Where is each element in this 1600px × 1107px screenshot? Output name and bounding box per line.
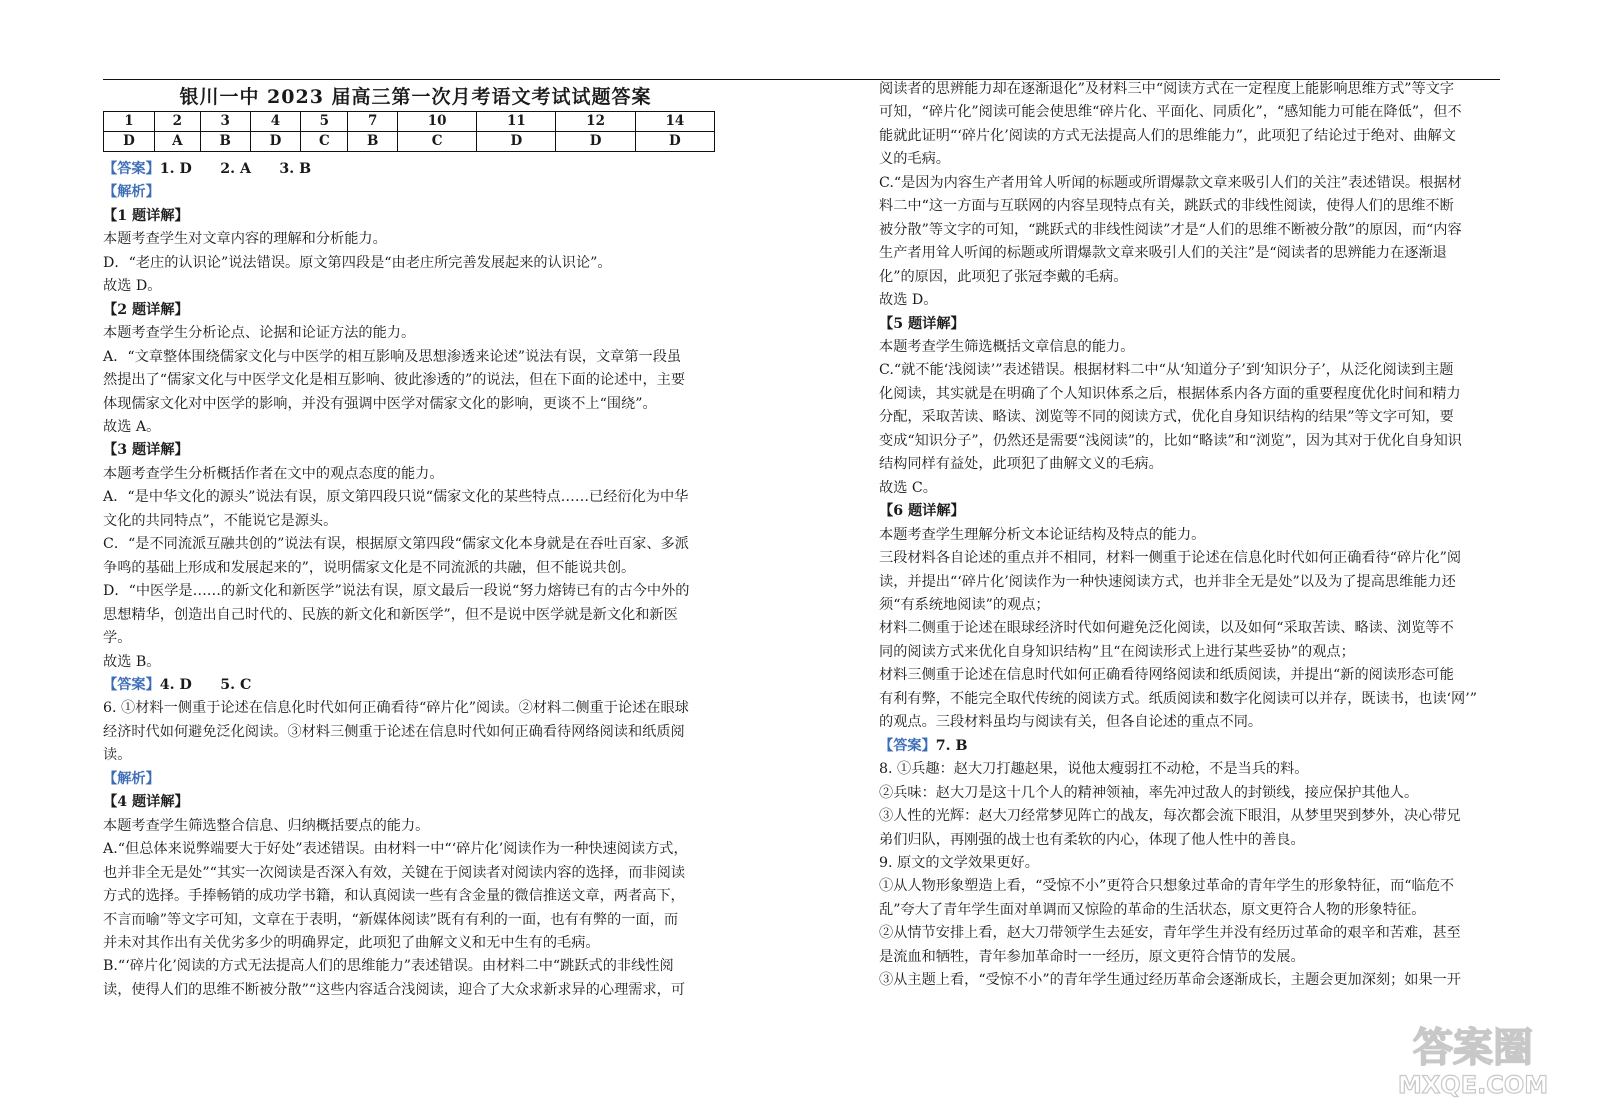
text-line: ③从主题上看，“受惊不小”的青年学生通过经历革命会逐渐成长，主题会更加深刻；如果一开 — [879, 972, 1462, 989]
text-line: B.“‘碎片化’阅读的方式无法提高人们的思维能力”表述错误。由材料二中“跳跃式的非线性阅 — [103, 958, 674, 975]
question-number-cell: 11 — [477, 112, 556, 132]
answer-key-text: 1. D 2. A 3. B — [159, 161, 312, 177]
page-title: 银川一中 2023 届高三第一次月考语文考试试题答案 — [179, 86, 652, 108]
text-line: 读，使得人们的思维不断被分散”“这些内容适合浅阅读，迎合了大众求新求异的心理需求，可 — [103, 981, 686, 998]
question-number-cell: 10 — [398, 112, 477, 132]
answer-cell: D — [556, 132, 635, 152]
text-line: 本题考查学生分析论点、论据和论证方法的能力。 — [103, 325, 416, 342]
text-line: 料二中“这一方面与互联网的内容呈现特点有关，跳跃式的非线性阅读，使得人们的思维不断 — [879, 198, 1454, 215]
question-heading: 【1 题详解】 — [103, 207, 189, 224]
answer-key-line — [103, 768, 728, 791]
text-line: 读，并提出“‘碎片化’阅读作为一种快速阅读方式，也并非全无是处”以及为了提高思维能力还 — [879, 573, 1456, 590]
text-line: 三段材料各自论述的重点并不相同，材料一侧重于论述在信息化时代如何正确看待“碎片化”阅 — [879, 550, 1462, 567]
question-number-cell: 14 — [635, 112, 714, 132]
question-number-cell: 1 — [104, 112, 155, 132]
text-line: 被分散”等文字的可知，“跳跃式的非线性阅读”才是“人们的思维不断被分散”的原因，而“内容 — [879, 221, 1462, 238]
text-line: 阅读者的思辨能力却在逐渐退化”及材料三中“阅读方式在一定程度上能影响思维方式”等文字 — [879, 81, 1455, 97]
watermark-text-url: MXQE.COM — [1398, 1071, 1548, 1099]
text-line: 须“有系统地阅读”的观点； — [879, 596, 1050, 613]
text-line: 故选 D。 — [879, 292, 938, 309]
answer-cell: D — [477, 132, 556, 152]
text-line: 结构同样有益处，此项犯了曲解文义的毛病。 — [879, 456, 1163, 473]
answer-key-label: 【解析】 — [103, 184, 160, 201]
text-line: C.“就不能‘浅阅读’”表述错误。根据材料二中“从‘知道分子’到‘知识分子’，从泛化阅读到主题 — [879, 362, 1454, 379]
text-line: 弟们归队，再刚强的战士也有柔软的内心，体现了他人性中的善良。 — [879, 831, 1305, 848]
answer-key-line — [103, 181, 728, 204]
text-line: 变成“知识分子”，仍然还是需要“浅阅读”的，比如“略读”和“浏览”，因为其对于优化自身知识 — [879, 432, 1462, 449]
text-line: 读。 — [103, 747, 132, 764]
text-line: 本题考查学生筛选概括文章信息的能力。 — [879, 338, 1135, 355]
text-line: 9. 原文的文学效果更好。 — [879, 854, 1039, 871]
text-line: 故选 C。 — [879, 479, 937, 496]
text-line: 可知，“碎片化”阅读可能会使思维“碎片化、平面化、同质化”，“感知能力可能在降低”，但不 — [879, 104, 1462, 121]
right-column — [879, 78, 1501, 993]
watermark-text-main: 答案圈 — [1413, 1025, 1533, 1071]
answer-key-text: 7. B — [935, 737, 968, 754]
answer-table-number-row — [104, 112, 715, 132]
text-line: 争鸣的基础上形成和发展起来的”，说明儒家文化是不同流派的共融，但不能说共创。 — [103, 559, 636, 576]
question-heading: 【4 题详解】 — [103, 794, 189, 811]
answer-cell: B — [348, 132, 398, 152]
answer-cell: B — [200, 132, 250, 152]
text-line: C.“是因为内容生产者用耸人听闻的标题或所谓爆款文章来吸引人们的关注”表述错误。根据材 — [879, 174, 1462, 191]
answer-key-label: 【答案】 — [103, 161, 160, 177]
text-line: 思想精华，创造出自己时代的、民族的新文化和新医学”，但不是说中医学就是新文化和新医 — [103, 606, 678, 623]
answer-cell: D — [250, 132, 301, 152]
left-text-body — [103, 158, 728, 1002]
question-number-cell: 3 — [200, 112, 250, 132]
question-number-cell: 4 — [250, 112, 301, 132]
text-line: A.“但总体来说弊端要大于好处”表述错误。由材料一中“‘碎片化’阅读作为一种快速阅读方式， — [103, 841, 688, 858]
answer-key-line — [103, 158, 728, 181]
answer-key-line — [103, 674, 728, 697]
text-line: 文化的共同特点”，不能说它是源头。 — [103, 512, 338, 529]
text-line: 是流血和牺牲，青年参加革命时一一经历，原文更符合情节的发展。 — [879, 948, 1305, 965]
answer-cell: C — [301, 132, 348, 152]
text-line: 有利有弊，不能完全取代传统的阅读方式。纸质阅读和数字化阅读可以并存，既读书，也读‘网’” — [879, 690, 1477, 707]
question-heading: 【6 题详解】 — [879, 503, 965, 520]
text-line: 本题考查学生理解分析文本论证结构及特点的能力。 — [879, 526, 1206, 543]
text-line: 方式的选择。手捧畅销的成功学书籍，和认真阅读一些有含金量的微信推送文章，两者高下， — [103, 888, 685, 905]
text-line: 并未对其作出有关优劣多少的明确界定，此项犯了曲解文义和无中生有的毛病。 — [103, 934, 600, 951]
answer-key-label: 【答案】 — [879, 737, 936, 754]
text-line: ③人性的光辉：赵大刀经常梦见阵亡的战友，每次都会流下眼泪，从梦里哭到梦外，决心带兄 — [879, 808, 1461, 825]
question-number-cell: 2 — [154, 112, 200, 132]
left-column — [103, 83, 728, 1002]
answer-key-label: 【答案】 — [103, 676, 160, 693]
question-heading: 【2 题详解】 — [103, 301, 189, 318]
text-line: 的观点。三段材料虽均与阅读有关，但各自论述的重点不同。 — [879, 714, 1263, 731]
question-heading: 【3 题详解】 — [103, 442, 189, 459]
text-line: 乱”夸大了青年学生面对单调而又惊险的革命的生活状态，原文更符合人物的形象特征。 — [879, 901, 1426, 918]
text-line: 能就此证明“‘碎片化’阅读的方式无法提高人们的思维能力”，此项犯了结论过于绝对、曲解文 — [879, 127, 1456, 144]
answer-cell: A — [154, 132, 200, 152]
answer-key-label: 【解析】 — [103, 770, 160, 787]
text-line: 故选 A。 — [103, 418, 161, 435]
text-line: 然提出了“儒家文化与中医学文化是相互影响、彼此渗透的”的说法，但在下面的论述中，主要 — [103, 372, 686, 389]
text-line: 材料二侧重于论述在眼球经济时代如何避免泛化阅读，以及如何“采取苦读、略读、浏览等不 — [879, 620, 1454, 637]
text-line: 体现儒家文化对中医学的影响，并没有强调中医学对儒家文化的影响，更谈不上“围绕”。 — [103, 395, 657, 412]
text-line: 学。 — [103, 630, 132, 647]
question-number-cell: 12 — [556, 112, 635, 132]
text-line: 不言而喻”等文字可知，文章在于表明，“新媒体阅读”既有有利的一面，也有有弊的一面，而 — [103, 911, 679, 928]
text-line: 义的毛病。 — [879, 151, 950, 168]
text-line: 化”的原因，此项犯了张冠李戴的毛病。 — [879, 268, 1128, 285]
text-line: C．“是不同流派互融共创的”说法有误，根据原文第四段“儒家文化本身就是在吞吐百家、多派 — [103, 536, 689, 553]
question-number-cell: 7 — [348, 112, 398, 132]
text-line: 同的阅读方式来优化自身知识结构”且“在阅读形式上进行某些妥协”的观点； — [879, 643, 1355, 660]
question-number-cell: 5 — [301, 112, 348, 132]
question-heading: 【5 题详解】 — [879, 315, 965, 332]
answer-cell: C — [398, 132, 477, 152]
text-line: 本题考查学生分析概括作者在文中的观点态度的能力。 — [103, 465, 444, 482]
text-line: 经济时代如何避免泛化阅读。③材料三侧重于论述在信息时代如何正确看待网络阅读和纸质阅 — [103, 723, 685, 740]
text-line: A．“是中华文化的源头”说法有误，原文第四段只说“儒家文化的某些特点……已经衍化为中华 — [103, 489, 689, 506]
text-line: 生产者用耸人听闻的标题或所谓爆款文章来吸引人们的关注”是“阅读者的思辨能力在逐渐退 — [879, 245, 1447, 262]
text-line: ②从情节安排上看，赵大刀带领学生去延安，青年学生并没有经历过革命的艰辛和苦难，甚至 — [879, 925, 1461, 942]
text-line: 故选 B。 — [103, 653, 161, 670]
answer-key-line — [879, 735, 1501, 758]
text-line: 化阅读，其实就是在明确了个人知识体系之后，根据体系内各方面的重要程度优化时间和精力 — [879, 385, 1461, 402]
text-line: 也并非全无是处”“其实一次阅读是否深入有效，关键在于阅读者对阅读内容的选择，而非阅读 — [103, 864, 686, 881]
text-line: D．“老庄的认识论”说法错误。原文第四段是“由老庄所完善发展起来的认识论”。 — [103, 254, 612, 271]
text-line: 6. ①材料一侧重于论述在信息化时代如何正确看待“碎片化”阅读。②材料二侧重于论述在眼球 — [103, 700, 689, 717]
text-line: 分配，采取苦读、略读、浏览等不同的阅读方式，优化自身知识结构的结果”等文字可知，要 — [879, 409, 1454, 426]
text-line: ①从人物形象塑造上看，“受惊不小”更符合只想象过革命的青年学生的形象特征，而“临危不 — [879, 878, 1455, 895]
answer-cell: D — [104, 132, 155, 152]
text-line: 8. ①兵趣：赵大刀打趣赵果，说他太瘦弱扛不动枪，不是当兵的料。 — [879, 761, 1309, 778]
text-line: 材料三侧重于论述在信息时代如何正确看待网络阅读和纸质阅读，并提出“新的阅读形态可能 — [879, 667, 1454, 684]
text-line: 本题考查学生对文章内容的理解和分析能力。 — [103, 231, 387, 248]
text-line: A．“文章整体围绕儒家文化与中医学的相互影响及思想渗透来论述”说法有误，文章第一段虽 — [103, 348, 682, 365]
answer-table-answer-row — [104, 132, 715, 152]
answer-cell: D — [635, 132, 714, 152]
answer-key-text: 4. D 5. C — [159, 676, 252, 693]
text-line: D．“中医学是……的新文化和新医学”说法有误，原文最后一段说“努力熔铸已有的古今中外的 — [103, 583, 690, 600]
watermark-logo — [1398, 1017, 1548, 1099]
text-line: 故选 D。 — [103, 278, 162, 295]
text-line: ②兵味：赵大刀是这十几个人的精神领袖，率先冲过敌人的封锁线，接应保护其他人。 — [879, 784, 1419, 801]
text-line: 本题考查学生筛选整合信息、归纳概括要点的能力。 — [103, 817, 430, 834]
answer-table — [103, 111, 715, 152]
right-text-body — [879, 78, 1501, 993]
